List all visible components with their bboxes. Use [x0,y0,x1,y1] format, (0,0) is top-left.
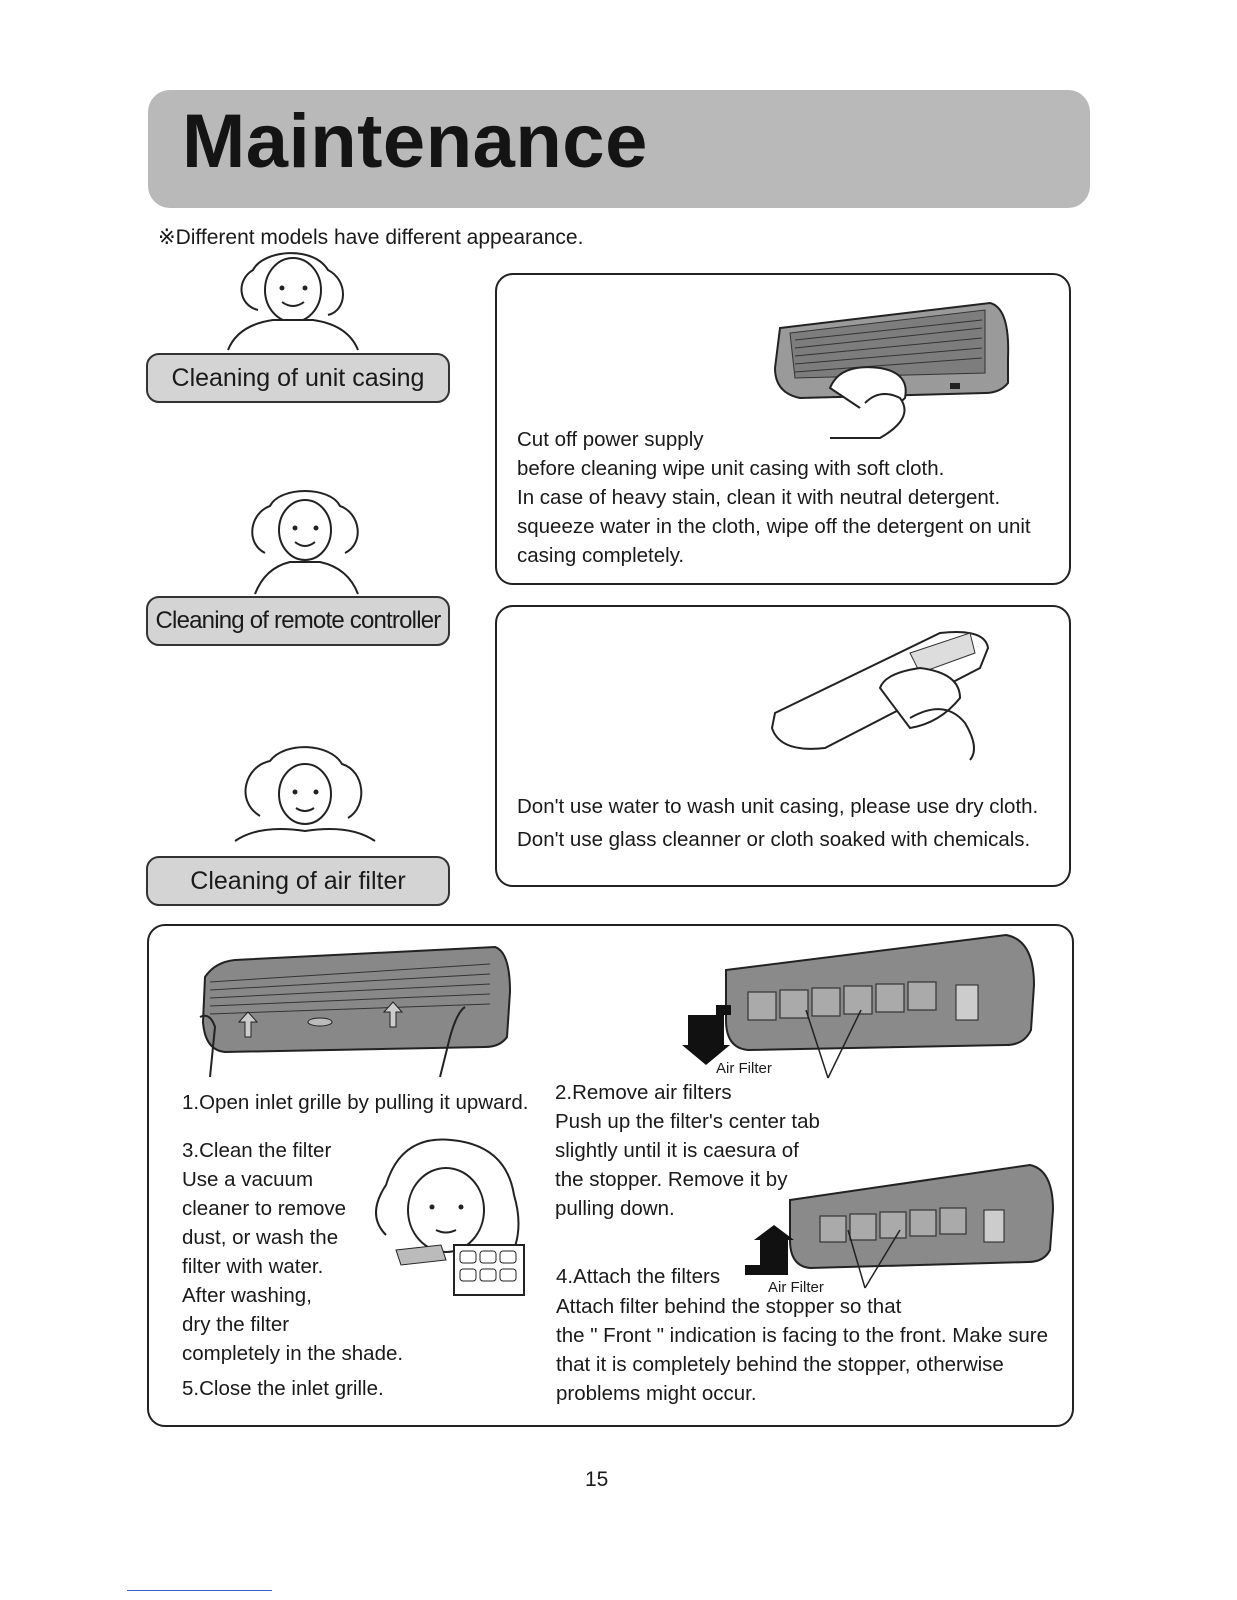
air-filter-label-2: Air Filter [768,1279,824,1296]
open-inlet-grille-illustration-icon [195,942,515,1082]
step1-text: 1.Open inlet grille by pulling it upward. [182,1091,529,1114]
unit-casing-instructions: Cut off power supply before cleaning wipe unit casing with soft cloth. In case of heavy stain, clean it with neutral detergent. squeeze water in the cloth, wipe off the detergent on unit casing completely. [517,428,1031,567]
label-cleaning-unit-casing: Cleaning of unit casing [146,353,450,403]
girl-washing-filter-illustration-icon [366,1135,531,1295]
footer-link-underline [127,1590,272,1591]
remote-controller-wipe-illustration-icon [770,628,995,760]
page-number: 15 [585,1468,609,1491]
girl-illustration-icon [240,488,370,596]
girl-illustration-icon [218,250,368,355]
remove-air-filter-illustration-icon [686,930,1038,1080]
step5-text: 5.Close the inlet grille. [182,1377,384,1400]
page-title: Maintenance [182,99,648,184]
remote-controller-instructions: Don't use water to wash unit casing, please use dry cloth. Don't use glass cleanner or cloth soaked with chemicals. [517,795,1039,851]
appearance-note: ※Different models have different appearance. [158,226,584,249]
indoor-unit-wipe-illustration-icon [770,298,1015,438]
air-filter-label-1: Air Filter [716,1060,772,1077]
girl-illustration-icon [230,746,380,854]
label-cleaning-remote-controller: Cleaning of remote controller [146,596,450,646]
step3-text: 3.Clean the filter Use a vacuum cleaner to remove dust, or wash the filter with water. After washing, dry the filter completely in the shade. [182,1139,404,1365]
label-cleaning-air-filter: Cleaning of air filter [146,856,450,906]
attach-filter-illustration-icon [740,1160,1055,1295]
step4-text: Attach filter behind the stopper so that the " Front " indication is facing to the front. Make sure that it is completely behind the stopper, otherwise problems might occur. [556,1295,1048,1405]
step2-text: 2.Remove air filters Push up the filter's center tab slightly until it is caesura of the stopper. Remove it by pulling down. [555,1081,820,1220]
step4-title: 4.Attach the filters [556,1265,721,1288]
